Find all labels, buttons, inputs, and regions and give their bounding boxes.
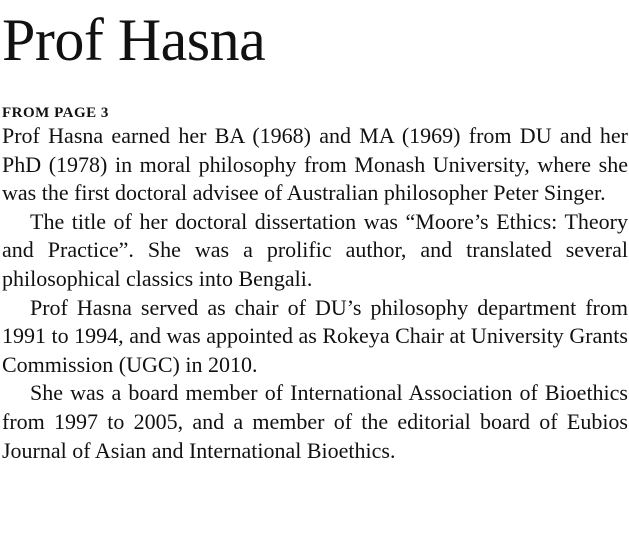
article-headline: Prof Hasna [2, 7, 266, 73]
body-paragraph: She was a board member of International Association of Bioethics from 1997 to 2005, and a member of the editorial board of Eubios Journal of Asian and International Bioethics. [2, 380, 628, 463]
body-paragraph: The title of her doctoral dissertation was “Moore’s Ethics: Theory and Practice”. She was a prolific author, and translated several philosophical classics into Bengali. [2, 208, 628, 291]
body-paragraph: Prof Hasna served as chair of DU’s philosophy department from 1991 to 1994, and was appointed as Rokeya Chair at University Grants Commission (UGC) in 2010. [2, 294, 628, 377]
continued-from-label: FROM PAGE 3 [2, 105, 109, 121]
article-body [2, 122, 628, 465]
body-paragraph: Prof Hasna earned her BA (1968) and MA (1969) from DU and her PhD (1978) in moral philosophy from Monash University, where she was the first doctoral advisee of Australian philosopher Peter Singer. [2, 123, 628, 206]
